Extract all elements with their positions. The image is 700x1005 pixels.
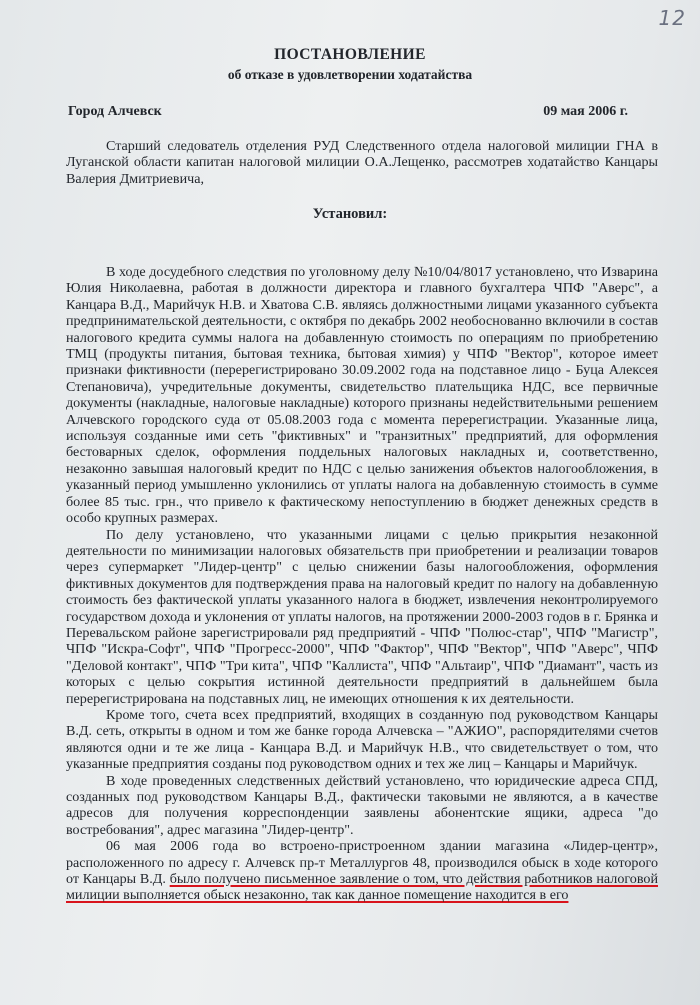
paragraph-2: По делу установлено, что указанными лицами с целью прикрытия незаконной деятельности по минимизации налоговых обязательств при приобретении и реализации товаров через супермаркет "Лидер-центр" с целью снижении базы налогообложения, оформления фиктивных документов для подтверждения права на налоговый кредит по налогу на добавленную стоимость без фактической уплаты указанного налога в бюджет, извлечения неконтролируемого государством дохода и уклонения от уплаты налогов, на протяжении 2000-2003 годов в г. Брянка и Перевальском районе зарегистрировали ряд предприятий - ЧПФ "Полюс-стар", ЧПФ "Магистр", ЧПФ "Искра-Софт", ЧПФ "Прогресс-2000", ЧПФ "Фактор", ЧПФ "Вектор", ЧПФ "Аверс", ЧПФ "Деловой контакт", ЧПФ "Три кита", ЧПФ "Каллиста", ЧПФ "Альтаир", ЧПФ "Диамант", часть из которых с целью сокрытия истинной деятельности предприятий в дальнейшем была перерегистрирована на подставных лиц, не имеющих отношения к их деятельности. bbox=[66, 526, 658, 707]
document-body bbox=[66, 264, 658, 904]
document-subtitle: об отказе в удовлетворении ходатайства bbox=[227, 67, 473, 82]
page-number: 12 bbox=[658, 6, 686, 30]
section-heading: Установил: bbox=[312, 206, 388, 222]
document-title: ПОСТАНОВЛЕНИЕ bbox=[274, 46, 426, 63]
paragraph-5-text: 06 мая 2006 года во встроено-пристроенном здании магазина «Лидер-центр», расположенного по адресу г. Алчевск пр-т Металлургов 48, производился обыск в ходе которого от Канцары В.Д. bbox=[66, 838, 658, 888]
paragraph-3: Кроме того, счета всех предприятий, входящих в созданную под руководством Канцары В.Д. сеть, открыты в одном и том же банке города Алчевска – "АЖИО", распорядителями счетов являются одни и те же лица - Канцара В.Д. и Марийчук Н.В., что свидетельствует о том, что указанные предприятия созданы под руководством одних и тех же лиц – Канцары и Марийчук. bbox=[66, 706, 658, 773]
red-underlined-text: было получено письменное заявление о том, что действия работников налоговой милиции выполняется обыск незаконно, так как данное помещение находится в его bbox=[66, 871, 658, 904]
document-header bbox=[0, 46, 700, 83]
paragraph-4: В ходе проведенных следственных действий установлено, что юридические адреса СПД, созданных под руководством Канцары В.Д., фактически таковыми не являются, а в качестве адресов для получения корреспонденции заявлены абонентские ящики, адреса "до востребования", адрес магазина "Лидер-центр". bbox=[66, 772, 658, 838]
paragraph-5 bbox=[66, 838, 658, 904]
paragraph-1: В ходе досудебного следствия по уголовному делу №10/04/8017 установлено, что Изварина Юлия Николаевна, работая в должности директора и главного бухгалтера ЧПФ "Аверс", а Канцара В.Д., Марийчук Н.В. и Хватова С.В. являясь должностными лицами указанного субъекта предпринимательской деятельности, с октября по декабрь 2002 необоснованно включили в состав налогового кредита суммы налога на добавленную стоимость по операциям по приобретению ТМЦ (продукты питания, бытовая техника, бытовая химия) у ЧПФ "Вектор", которое имеет признаки фиктивности (перерегистрировано 30.09.2002 года на подставное лицо - Буца Алексея Степановича), учредительные документы, свидетельство плательщика НДС, все первичные документы (накладные, налоговые накладные) которого признаны недействительными решением Алчевского городского суда от 05.08.2003 года с момента перерегистрации. Указанные лица, используя созданные ими сеть "фиктивных" и "транзитных" предприятий, для оформления бестоварных сделок, оформления поддельных налоговых накладных и, соответственно, незаконно завышая налоговый кредит по НДС с целью занижения объектов налогообложения, в указанный период умышленно уклонились от уплаты налога на добавленную стоимость в сумме более 85 тыс. грн., что привело к фактическому непоступлению в бюджет денежных средств в особо крупных размерах. bbox=[66, 264, 658, 527]
intro-text: Старший следователь отделения РУД Следственного отдела налоговой милиции ГНА в Луганской области капитан налоговой милиции О.А.Лещенко, рассмотрев ходатайство Канцары Валерия Дмитриевича, bbox=[66, 138, 658, 187]
city-label: Город Алчевск bbox=[68, 104, 162, 119]
document-date: 09 мая 2006 г. bbox=[543, 104, 628, 119]
intro-paragraph bbox=[66, 138, 658, 187]
